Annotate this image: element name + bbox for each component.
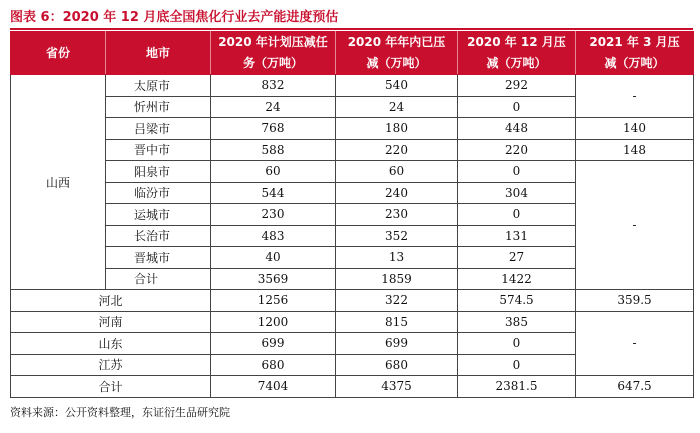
table-row [11, 161, 694, 183]
done-cell: 1859 [336, 268, 458, 290]
done-cell: 352 [336, 225, 458, 247]
city-cell: 吕梁市 [106, 118, 211, 140]
plan-cell: 832 [211, 75, 336, 97]
table-row [11, 75, 694, 97]
dec-cell: 220 [458, 139, 576, 161]
dec-cell: 574.5 [458, 290, 576, 312]
title-divider [10, 28, 693, 30]
city-cell: 晋城市 [106, 247, 211, 269]
mar-cell: 148 [576, 139, 694, 161]
done-cell: 13 [336, 247, 458, 269]
dec-cell: 131 [458, 225, 576, 247]
header-dec-2020: 2020 年 12 月压 减（万吨） [458, 32, 576, 75]
plan-cell: 3569 [211, 268, 336, 290]
done-cell: 24 [336, 96, 458, 118]
province-shanxi: 山西 [11, 75, 106, 290]
plan-cell: 680 [211, 354, 336, 376]
city-cell: 太原市 [106, 75, 211, 97]
city-cell: 晋中市 [106, 139, 211, 161]
mar-cell: 140 [576, 118, 694, 140]
dec-cell: 0 [458, 204, 576, 226]
plan-cell: 24 [211, 96, 336, 118]
dec-cell: 0 [458, 333, 576, 355]
done-cell: 322 [336, 290, 458, 312]
plan-cell: 230 [211, 204, 336, 226]
done-cell: 4375 [336, 376, 458, 398]
done-cell: 680 [336, 354, 458, 376]
city-cell: 合计 [106, 268, 211, 290]
dec-cell: 292 [458, 75, 576, 97]
dec-cell: 0 [458, 354, 576, 376]
done-cell: 240 [336, 182, 458, 204]
dec-cell: 448 [458, 118, 576, 140]
header-row [11, 32, 694, 75]
plan-cell: 60 [211, 161, 336, 183]
dec-cell: 0 [458, 96, 576, 118]
province-cell: 河北 [11, 290, 211, 312]
done-cell: 699 [336, 333, 458, 355]
plan-cell: 1200 [211, 311, 336, 333]
province-cell: 河南 [11, 311, 211, 333]
dec-cell: 2381.5 [458, 376, 576, 398]
done-cell: 180 [336, 118, 458, 140]
header-city: 地市 [106, 32, 211, 75]
city-cell: 忻州市 [106, 96, 211, 118]
plan-cell: 1256 [211, 290, 336, 312]
plan-cell: 483 [211, 225, 336, 247]
plan-cell: 768 [211, 118, 336, 140]
table-row [11, 290, 694, 312]
province-cell: 江苏 [11, 354, 211, 376]
dec-cell: 1422 [458, 268, 576, 290]
header-province: 省份 [11, 32, 106, 75]
header-mar-2021: 2021 年 3 月压 减（万吨） [576, 32, 694, 75]
table-row [11, 118, 694, 140]
dec-cell: 304 [458, 182, 576, 204]
header-done-2020: 2020 年年内已压 减（万吨） [336, 32, 458, 75]
source-note: 资料来源：公开资料整理，东证衍生品研究院 [10, 406, 230, 419]
header-plan: 2020 年计划压减任 务（万吨） [211, 32, 336, 75]
mar-dash-cell: - [576, 311, 694, 376]
mar-cell: 359.5 [576, 290, 694, 312]
dec-cell: 0 [458, 161, 576, 183]
province-cell: 山东 [11, 333, 211, 355]
city-cell: 长治市 [106, 225, 211, 247]
table-row [11, 139, 694, 161]
figure-title: 图表 6：2020 年 12 月底全国焦化行业去产能进度预估 [10, 10, 339, 25]
total-label: 合计 [11, 376, 211, 398]
mar-cell: 647.5 [576, 376, 694, 398]
plan-cell: 40 [211, 247, 336, 269]
city-cell: 运城市 [106, 204, 211, 226]
mar-dash-cell: - [576, 75, 694, 118]
plan-cell: 7404 [211, 376, 336, 398]
total-row [11, 376, 694, 398]
plan-cell: 544 [211, 182, 336, 204]
done-cell: 60 [336, 161, 458, 183]
capacity-table [10, 31, 694, 398]
city-cell: 临汾市 [106, 182, 211, 204]
done-cell: 540 [336, 75, 458, 97]
mar-dash-cell: - [576, 161, 694, 290]
done-cell: 220 [336, 139, 458, 161]
done-cell: 230 [336, 204, 458, 226]
plan-cell: 588 [211, 139, 336, 161]
plan-cell: 699 [211, 333, 336, 355]
table-row [11, 311, 694, 333]
city-cell: 阳泉市 [106, 161, 211, 183]
dec-cell: 27 [458, 247, 576, 269]
dec-cell: 385 [458, 311, 576, 333]
done-cell: 815 [336, 311, 458, 333]
